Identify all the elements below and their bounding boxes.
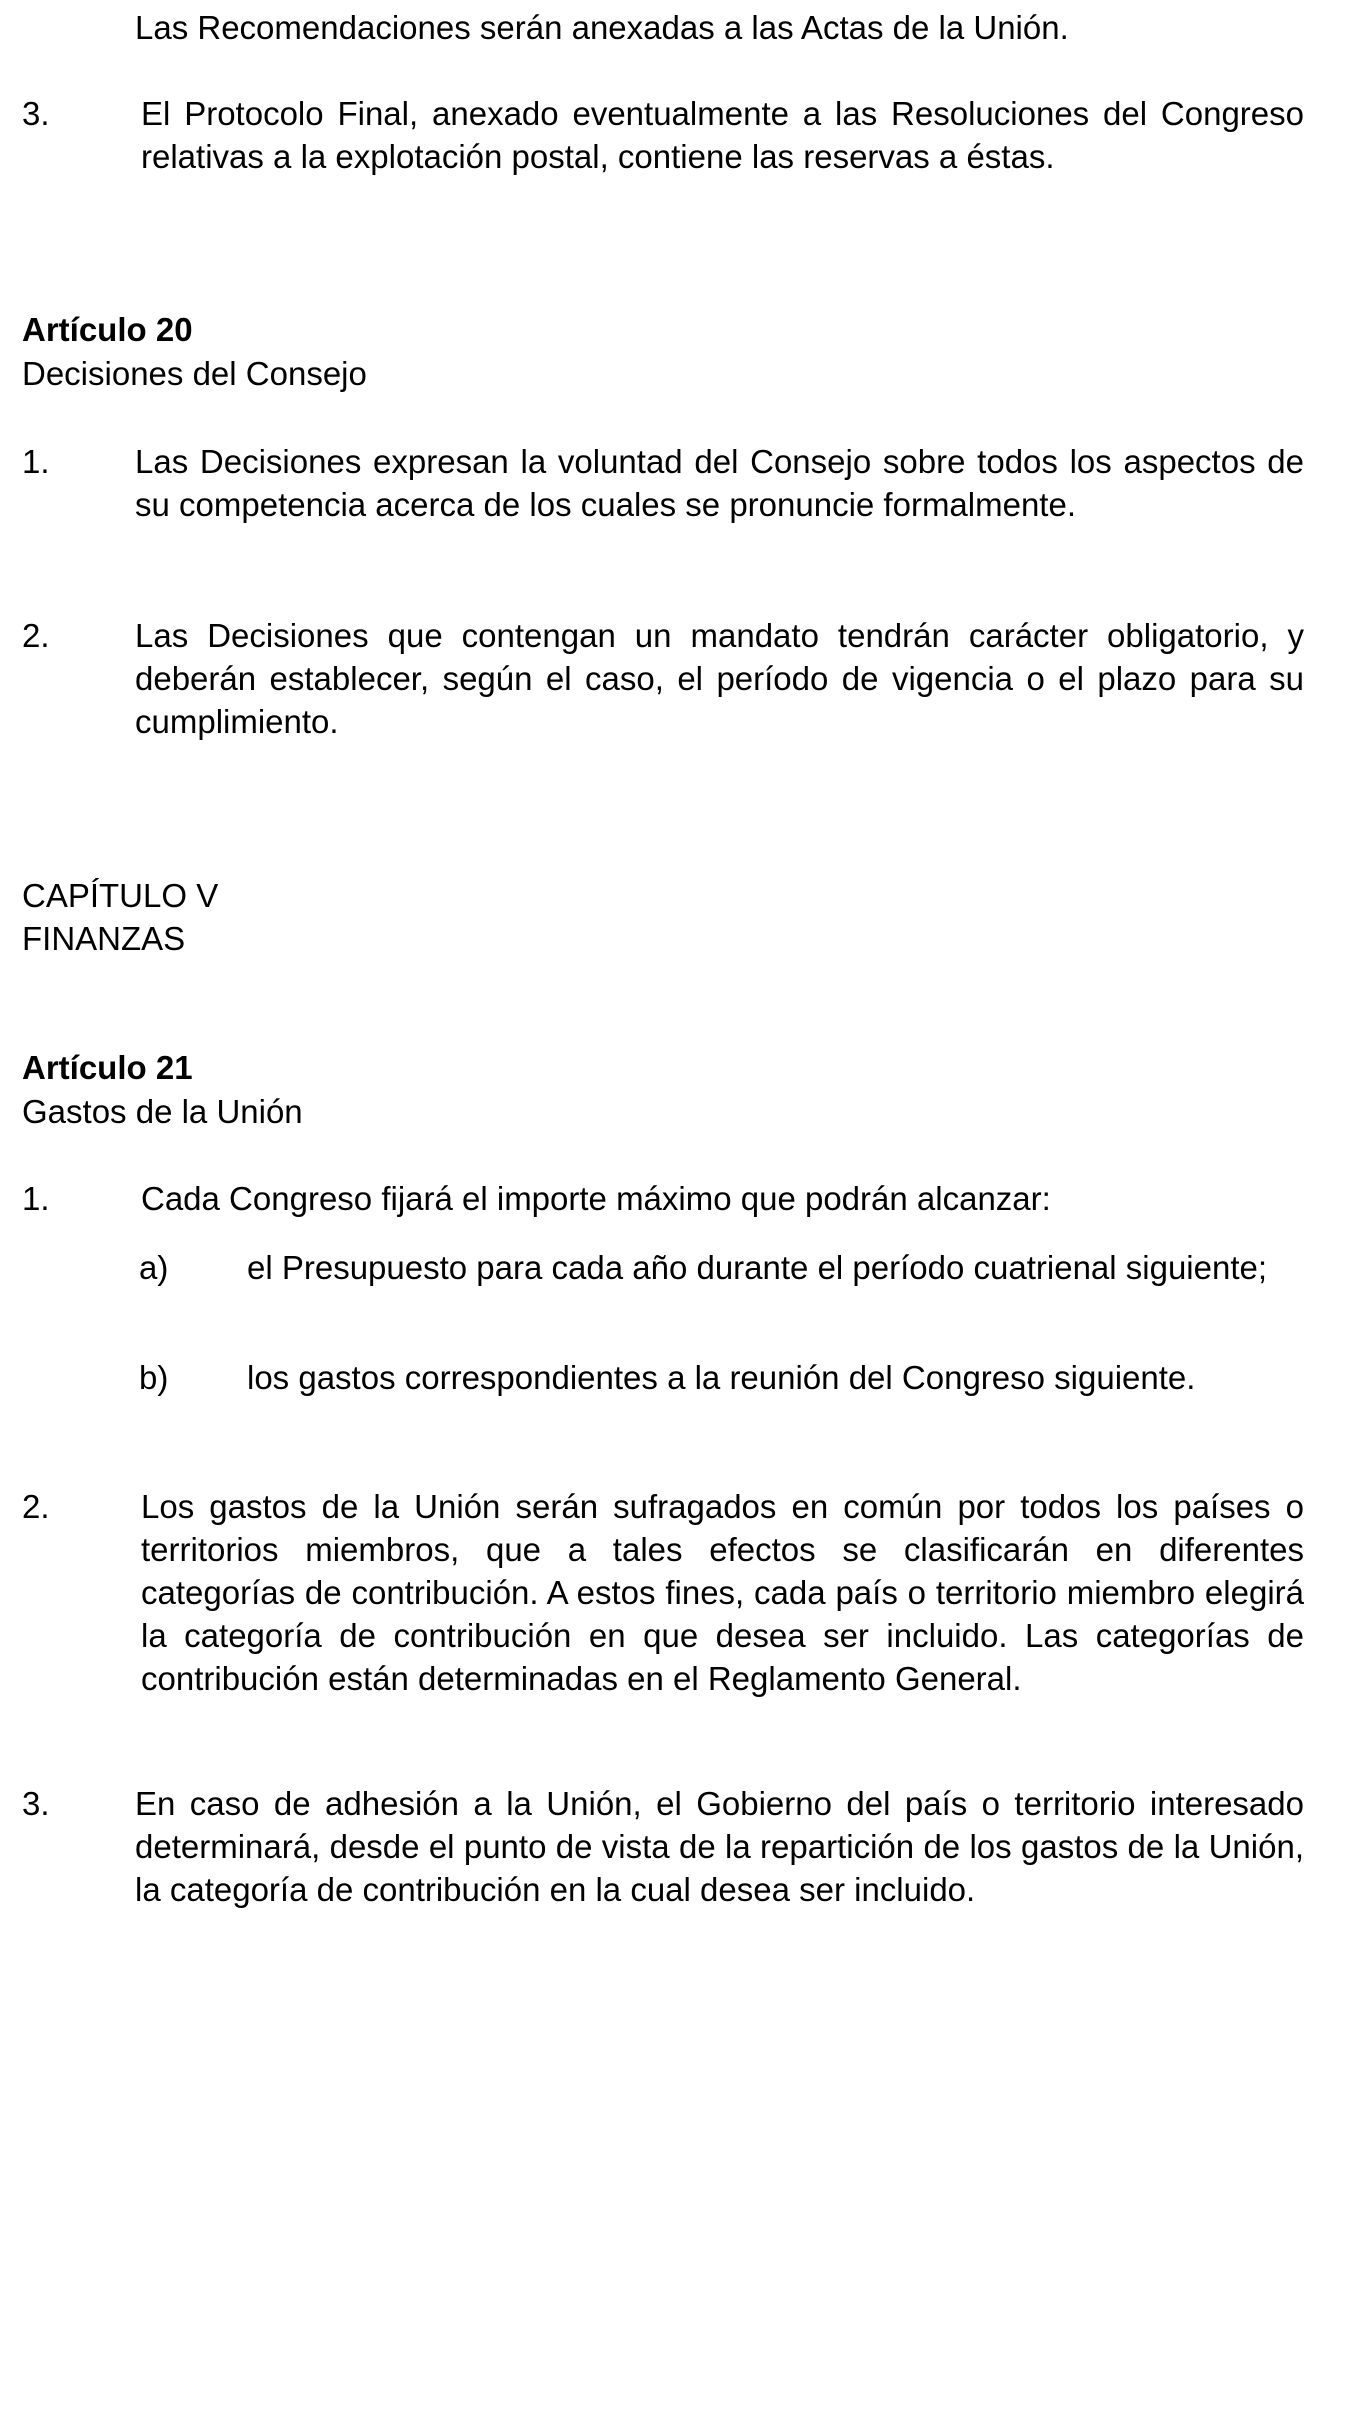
item-number: 1. <box>22 443 50 480</box>
article-21-item-3: En caso de adhesión a la Unión, el Gobierno del país o territorio interesado determinará, desde el punto de vista de la repartición de los gastos de la Unión, la categoría de contribución en la cual desea ser incluido. <box>135 1785 1304 1908</box>
article-20-item-2: Las Decisiones que contengan un mandato tendrán carácter obligatorio, y deberán establecer, según el caso, el período de vigencia o el plazo para su cumplimiento. <box>135 617 1304 740</box>
chapter-label: CAPÍTULO V <box>22 877 219 914</box>
article-21-subtitle: Gastos de la Unión <box>22 1093 303 1130</box>
subitem-letter: a) <box>139 1249 169 1286</box>
article-21-item-1: Cada Congreso fijará el importe máximo que podrán alcanzar: <box>141 1180 1051 1217</box>
recommendations-paragraph: Las Recomendaciones serán anexadas a las Actas de la Unión. <box>135 9 1069 46</box>
article-20-heading: Artículo 20 <box>22 311 193 348</box>
item-number: 3. <box>22 95 50 132</box>
item-number: 2. <box>22 1488 50 1525</box>
chapter-title: FINANZAS <box>22 920 186 957</box>
item-number: 3. <box>22 1785 50 1822</box>
article-20-item-1: Las Decisiones expresan la voluntad del Consejo sobre todos los aspectos de su competencia acerca de los cuales se pronuncie formalmente. <box>135 443 1304 523</box>
subitem-letter: b) <box>139 1359 169 1396</box>
final-protocol-paragraph: El Protocolo Final, anexado eventualmente a las Resoluciones del Congreso relativas a la explotación postal, contiene las reservas a éstas. <box>141 95 1304 175</box>
article-21-subitem-b: los gastos correspondientes a la reunión del Congreso siguiente. <box>247 1359 1196 1396</box>
article-20-subtitle: Decisiones del Consejo <box>22 355 367 392</box>
article-21-item-2: Los gastos de la Unión serán sufragados en común por todos los países o territorios miembros, que a tales efectos se clasificarán en diferentes categorías de contribución. A estos fines, cada país o territorio miembro elegirá la categoría de contribución en que desea ser incluido. Las categorías de contribución están determinadas en el Reglamento General. <box>141 1488 1304 1697</box>
article-21-subitem-a: el Presupuesto para cada año durante el período cuatrienal siguiente; <box>247 1249 1268 1286</box>
item-number: 2. <box>22 617 50 654</box>
article-21-heading: Artículo 21 <box>22 1049 193 1086</box>
item-number: 1. <box>22 1180 50 1217</box>
